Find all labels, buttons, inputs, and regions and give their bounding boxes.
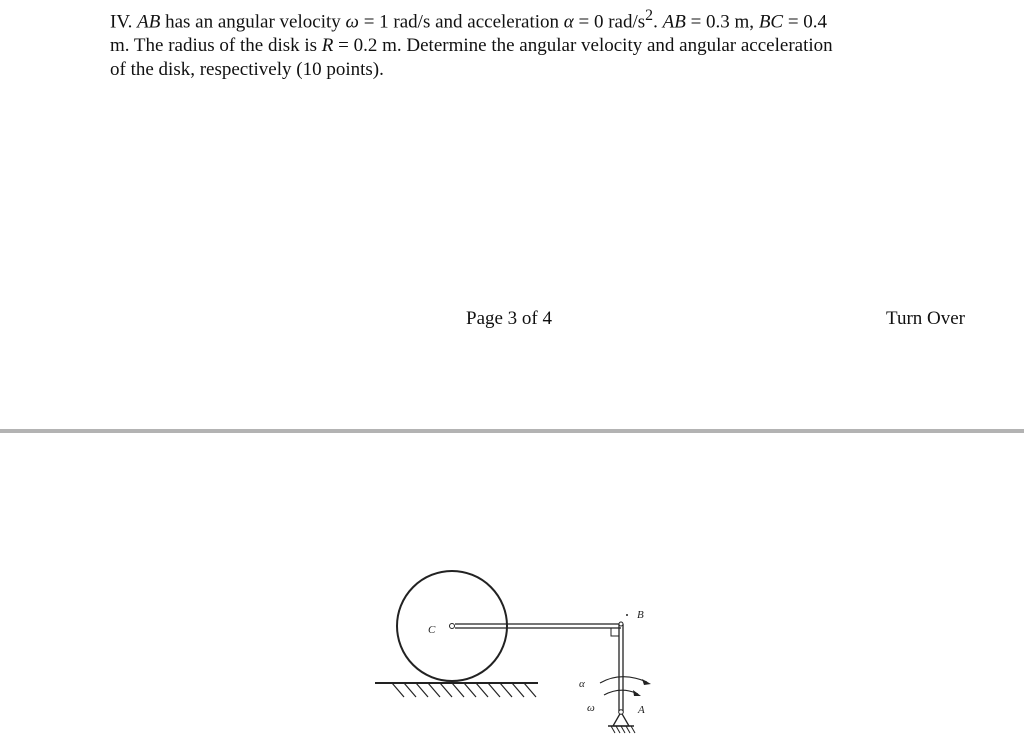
support-hatching: [611, 726, 635, 733]
label-c: C: [428, 624, 436, 636]
text-segment: = 0 rad/s: [573, 11, 646, 33]
omega-arrowhead: [633, 690, 641, 696]
label-a: A: [638, 704, 645, 716]
text-segment: = 1 rad/s and acceleration: [358, 11, 564, 33]
text-segment: has an angular velocity: [160, 11, 346, 33]
superscript-2: 2: [645, 7, 654, 24]
turn-over-note: Turn Over: [886, 308, 965, 329]
math-omega: ω: [345, 11, 359, 33]
problem-line-2: [110, 34, 930, 58]
problem-line-3: of the disk, respectively (10 points).: [110, 59, 384, 81]
label-alpha: α: [579, 678, 585, 690]
ground-hatching: [392, 683, 536, 697]
text-segment: .: [653, 11, 663, 33]
math-alpha: α: [563, 11, 574, 33]
problem-line-1: [110, 4, 930, 34]
problem-number: IV.: [110, 11, 138, 33]
page-number: Page 3 of 4: [466, 308, 553, 329]
text-segment: = 0.2 m. Determine the angular velocity and angular acceleration: [333, 35, 833, 57]
pin-b: [619, 622, 623, 626]
pin-a: [619, 710, 624, 715]
math-ab: AB: [662, 11, 686, 33]
text-segment: = 0.4: [783, 11, 828, 33]
math-bc: BC: [758, 11, 784, 33]
label-b: B: [637, 609, 644, 621]
math-ab: AB: [137, 11, 161, 33]
problem-statement: [110, 4, 930, 82]
pin-c: [450, 624, 455, 629]
omega-arc: [604, 690, 638, 695]
point-b-dot: [626, 614, 628, 616]
mechanism-diagram: [0, 433, 1024, 738]
text-segment: = 0.3 m,: [685, 11, 759, 33]
math-r: R: [321, 35, 334, 57]
alpha-arrowhead: [642, 679, 651, 685]
right-angle-marker: [611, 628, 619, 636]
text-segment: m. The radius of the disk is: [110, 35, 322, 57]
label-omega: ω: [587, 702, 595, 714]
